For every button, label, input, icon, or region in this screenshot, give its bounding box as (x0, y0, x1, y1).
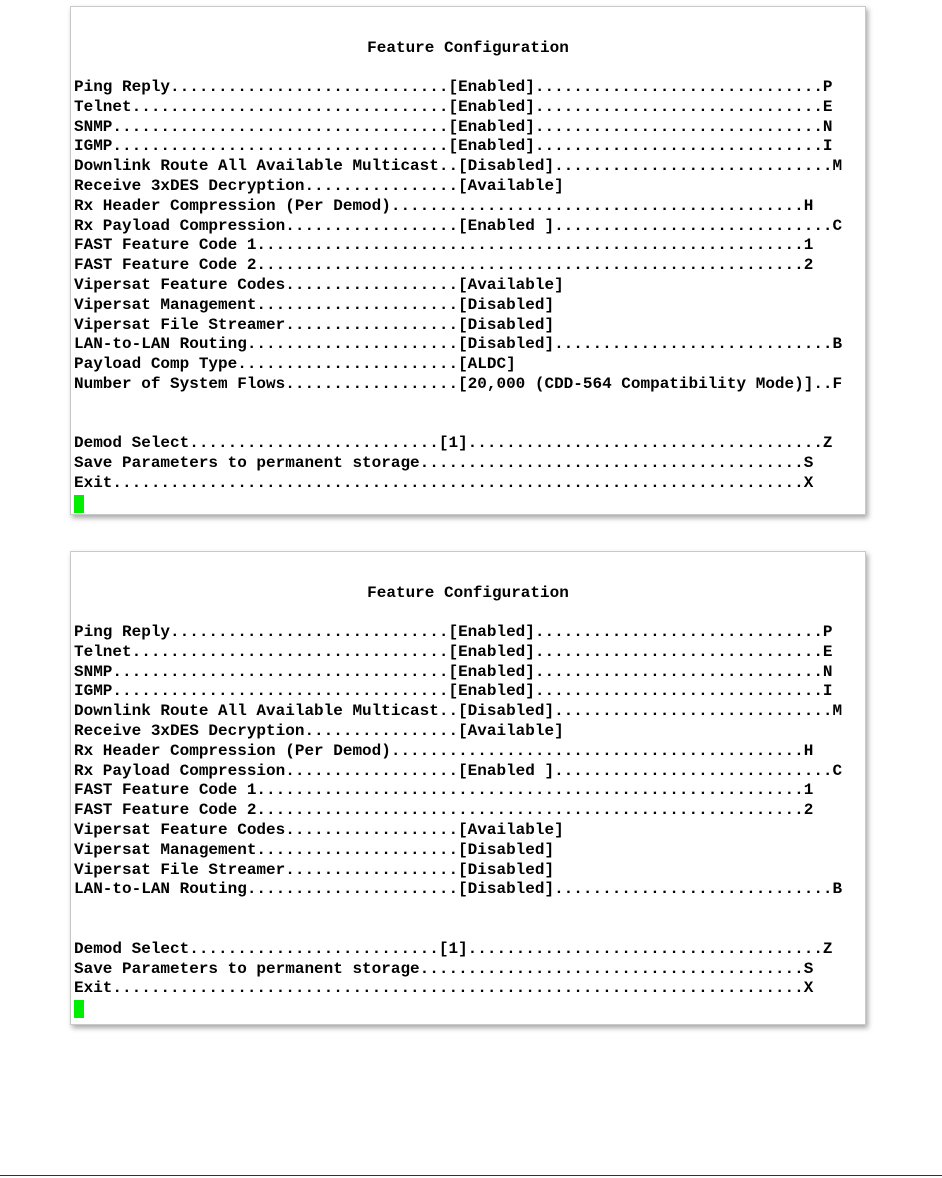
screen-title: Feature Configuration (367, 39, 569, 57)
menu-line: Save Parameters to permanent storage........................................S (74, 454, 814, 473)
menu-line: Vipersat File Streamer..................[Disabled] (74, 315, 555, 334)
menu-line: IGMP...................................[Enabled]..............................I (74, 682, 833, 701)
blank-line (74, 900, 866, 920)
menu-line: SNMP...................................[Enabled]..............................N (74, 662, 833, 681)
menu-line: FAST Feature Code 2.........................................................2 (74, 256, 814, 275)
menu-line: Downlink Route All Available Multicast..[Disabled].............................M (74, 702, 843, 721)
menu-line: Number of System Flows..................[20,000 (CDD-564 Compatibility Mode)]..F (74, 374, 843, 393)
menu-line: Rx Header Compression (Per Demod)...........................................H (74, 741, 814, 760)
menu-line: Rx Header Compression (Per Demod)...........................................H (74, 196, 814, 215)
menu-line: Telnet.................................[Enabled]..............................E (74, 97, 833, 116)
page-divider (0, 1175, 942, 1176)
menu-line: Vipersat File Streamer..................[Disabled] (74, 860, 555, 879)
cursor-block (74, 1000, 84, 1018)
menu-line: FAST Feature Code 1.........................................................1 (74, 781, 814, 800)
menu-line: Vipersat Management.....................[Disabled] (74, 295, 555, 314)
blank-line (74, 415, 866, 435)
menu-line: Rx Payload Compression..................[Enabled ].............................C (74, 216, 843, 235)
menu-lines (74, 78, 866, 513)
screen-title: Feature Configuration (367, 584, 569, 602)
menu-line: Ping Reply.............................[Enabled]..............................P (74, 78, 833, 96)
menu-line: Demod Select..........................[1].....................................Z (74, 939, 833, 958)
menu-line: LAN-to-LAN Routing......................[Disabled].............................B (74, 335, 843, 354)
menu-line: FAST Feature Code 2.........................................................2 (74, 801, 814, 820)
menu-line: LAN-to-LAN Routing......................[Disabled].............................B (74, 880, 843, 899)
menu-line: Exit........................................................................X (74, 979, 814, 998)
blank-line (74, 395, 866, 415)
terminal-screen-1 (70, 6, 866, 515)
menu-line: Vipersat Management.....................[Disabled] (74, 840, 555, 859)
menu-line: Ping Reply.............................[Enabled]..............................P (74, 623, 833, 641)
menu-line: Save Parameters to permanent storage........................................S (74, 959, 814, 978)
menu-line: IGMP...................................[Enabled]..............................I (74, 137, 833, 156)
menu-line: Receive 3xDES Decryption................[Available] (74, 721, 564, 740)
blank-line (74, 920, 866, 940)
menu-line: Vipersat Feature Codes..................[Available] (74, 275, 564, 294)
menu-line: Telnet.................................[Enabled]..............................E (74, 642, 833, 661)
menu-line: SNMP...................................[Enabled]..............................N (74, 117, 833, 136)
menu-line: Payload Comp Type.......................[ALDC] (74, 355, 516, 374)
menu-line: Vipersat Feature Codes..................[Available] (74, 820, 564, 839)
menu-line: FAST Feature Code 1.........................................................1 (74, 236, 814, 255)
terminal-screen-2 (70, 551, 866, 1025)
menu-line: Downlink Route All Available Multicast..[Disabled].............................M (74, 157, 843, 176)
menu-line: Rx Payload Compression..................[Enabled ].............................C (74, 761, 843, 780)
menu-lines (74, 623, 866, 1018)
menu-line: Exit........................................................................X (74, 473, 814, 492)
menu-line: Demod Select..........................[1].....................................Z (74, 434, 833, 453)
menu-line: Receive 3xDES Decryption................[Available] (74, 176, 564, 195)
cursor-block (74, 495, 84, 513)
